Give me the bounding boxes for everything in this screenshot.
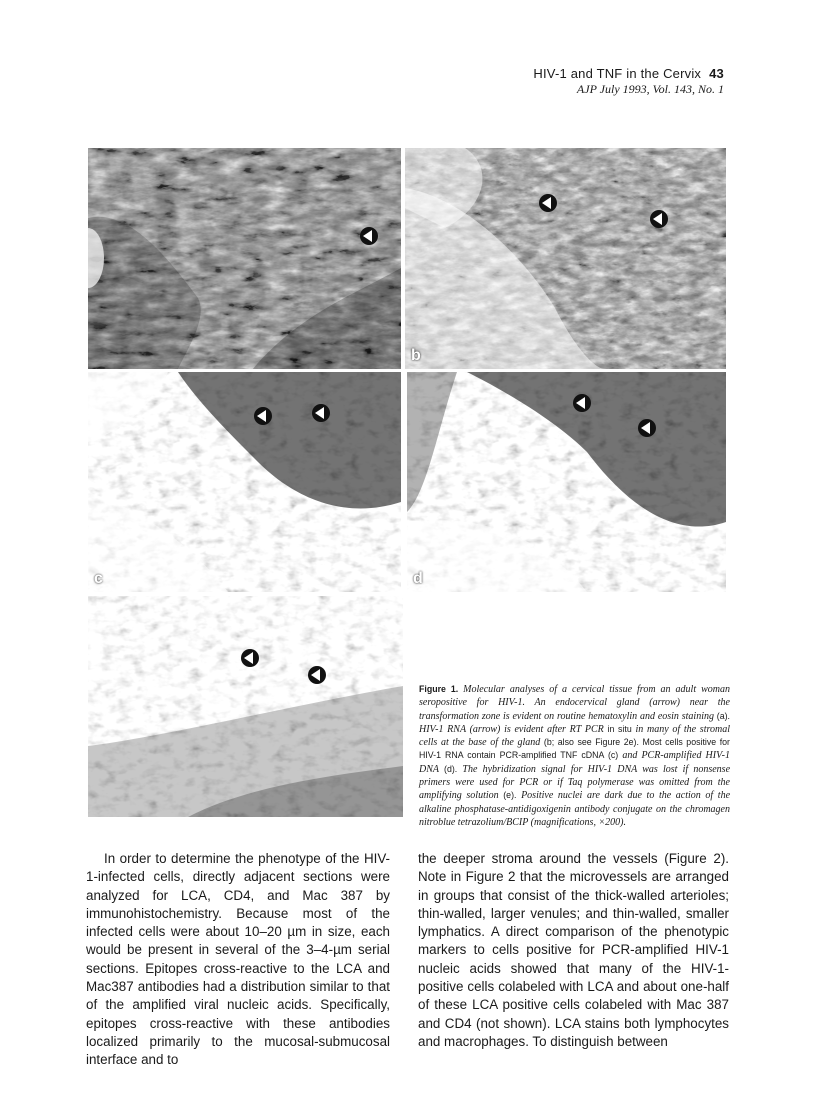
arrow-marker-e-1 (241, 649, 259, 667)
figure-panel-e (88, 596, 403, 817)
body-text-right-column: the deeper stroma around the vessels (Figure 2). Note in Figure 2 that the microvessels are arranged in groups that consist of the thick-walled arterioles; thin-walled, larger venules; and thin-walled, smaller lymphatics. A direct comparison of the phenotypic markers to cells positive for PCR-amplified HIV-1 nucleic acids showed that many of the HIV-1-positive cells colabeled with LCA and about one-half of these LCA positive cells colabeled with Mac 387 and CD4 (not shown). LCA stains both lymphocytes and macrophages. To distinguish between (418, 851, 729, 1049)
caption-part-5: and PCR-amplified HIV-1 DNA (419, 750, 730, 775)
arrow-marker-b-2 (650, 210, 668, 228)
caption-part-3: in many of the stromal cells at the base of the gland (419, 723, 730, 749)
caption-ref-e: (e). (503, 790, 517, 801)
micrograph-c (88, 372, 401, 592)
caption-lead: Figure 1. (419, 684, 459, 694)
arrow-marker-a (360, 227, 378, 245)
caption-part-4: Most cells positive for HIV-1 RNA contain PCR-amplified TNF cDNA (419, 737, 730, 761)
running-header (533, 66, 724, 97)
arrow-marker-c-2 (312, 404, 330, 422)
caption-part-1: Molecular analyses of a cervical tissue from an adult woman seropositive for HIV-1. An endocervical gland (arrow) near the transformation zone is evident on routine hematoxylin and eosin staining (419, 684, 730, 722)
page-number: 43 (709, 66, 724, 81)
arrow-marker-d-2 (638, 419, 656, 437)
arrow-marker-b-1 (539, 194, 557, 212)
body-text-left-column: In order to determine the phenotype of the HIV-1-infected cells, directly adjacent sections were analyzed for LCA, CD4, and Mac 387 by immunohistochemistry. Because most of the infected cells were about 10–20 µm in size, each would be present in several of the 3–4-µm serial sections. Epitopes cross-reactive to the LCA and Mac387 antibodies had a distribution similar to that of the amplified viral nucleic acids. Specifically, epitopes cross-reactive with these antibodies localized primarily to the mucosal-submucosal interface and to (86, 851, 390, 1068)
caption-part-6: The hybridization signal for HIV-1 DNA was lost if nonsense primers were used for PCR or if Taq polymerase was omitted from the amplifying solution (419, 763, 731, 802)
arrow-marker-c-1 (254, 407, 272, 425)
journal-citation: AJP July 1993, Vol. 143, No. 1 (576, 82, 724, 96)
micrograph-a (88, 148, 401, 369)
running-title: HIV-1 and TNF in the Cervix (533, 66, 702, 81)
caption-ref-d: (d). (444, 763, 458, 774)
caption-part-2: HIV-1 RNA (arrow) is evident after RT PCR (419, 723, 608, 735)
figure-caption (419, 683, 730, 829)
figure-panel-d (407, 372, 726, 592)
caption-ref-b: (b; also see Figure 2e). (543, 737, 639, 748)
micrograph-b (405, 148, 726, 369)
figure-panel-b (405, 148, 726, 369)
caption-in-situ: in situ (607, 723, 632, 734)
caption-part-7: Positive nuclei are dark due to the action of the alkaline phosphatase-antidigoxigenin antibody conjugate on the chromagen nitroblue tetrazolium/BCIP (magnifications, ×200). (419, 790, 731, 828)
caption-ref-a: (a). (716, 710, 730, 721)
caption-ref-c: (c) (607, 750, 619, 761)
figure-panel-a (88, 148, 401, 369)
panel-label-c: c (94, 570, 103, 587)
micrograph-d (407, 372, 726, 592)
arrow-marker-e-2 (308, 666, 326, 684)
figure-panel-c (88, 372, 401, 592)
arrow-marker-d-1 (573, 394, 591, 412)
micrograph-e (88, 596, 403, 817)
panel-label-d: d (413, 570, 423, 587)
panel-label-b: b (411, 347, 421, 364)
